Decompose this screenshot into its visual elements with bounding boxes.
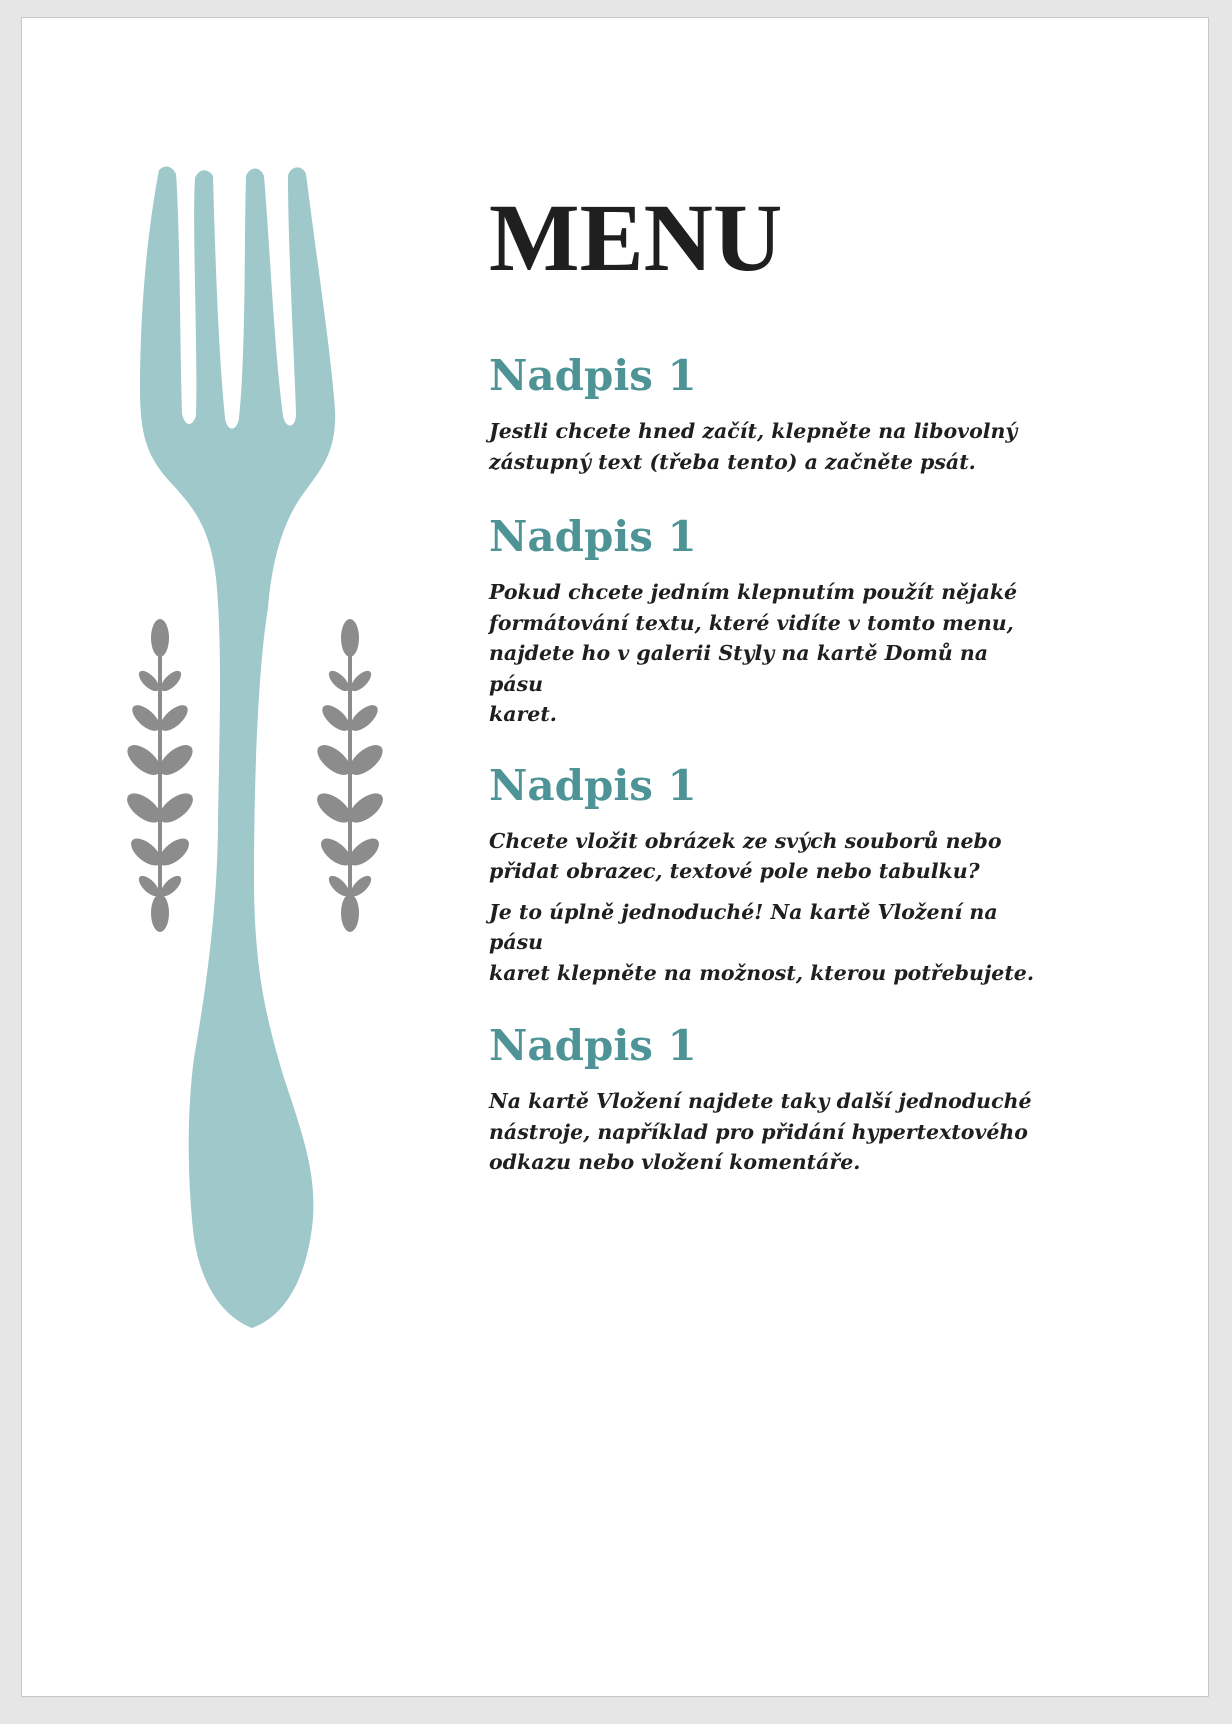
left-leaf-sprig	[122, 619, 198, 932]
section-paragraph: Chcete vložit obrázek ze svých souborů nebo přidat obrazec, textové pole nebo tabulku?	[489, 828, 1002, 883]
section-paragraph: Je to úplně jednoduché! Na kartě Vložení na pásu karet klepněte na možnost, kterou potřebujete.	[489, 899, 1034, 985]
section-heading: Nadpis 1	[489, 760, 697, 810]
section-paragraph: Jestli chcete hned začít, klepněte na libovolný zástupný text (třeba tento) a začněte psát.	[489, 419, 1018, 474]
menu-content	[489, 184, 1069, 1178]
section-heading: Nadpis 1	[489, 512, 697, 561]
section-paragraph: Na kartě Vložení najdete taky další jednoduché nástroje, například pro přidání hypertextového odkazu nebo vložení komentáře.	[489, 1089, 1032, 1174]
section-paragraph: Pokud chcete jedním klepnutím použít nějaké formátování textu, které vidíte v tomto menu, najdete ho v galerii Styly na kartě Domů na pásu karet.	[489, 580, 1018, 726]
decoration-illustration	[22, 18, 442, 1518]
section-heading: Nadpis 1	[489, 351, 697, 400]
menu-section	[489, 511, 1069, 730]
right-leaf-sprig	[312, 619, 388, 932]
menu-section	[489, 350, 1069, 477]
page-title: MENU	[489, 184, 783, 291]
section-heading: Nadpis 1	[489, 1021, 697, 1070]
menu-section	[489, 1020, 1069, 1178]
document-page	[21, 17, 1209, 1697]
menu-section	[489, 760, 1069, 989]
fork-icon	[140, 167, 335, 1328]
